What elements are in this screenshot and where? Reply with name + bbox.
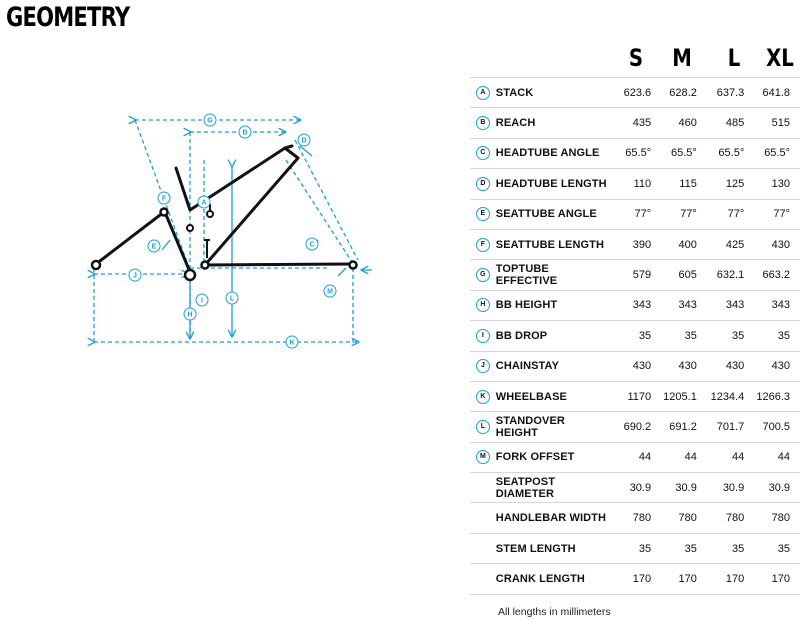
row-key-badge: L <box>476 420 490 434</box>
row-key-cell <box>470 473 496 503</box>
value-cell-xl: 35 <box>744 533 800 563</box>
value-cell-l: 701.7 <box>697 412 744 442</box>
row-label: SEATTUBE ANGLE <box>496 199 608 229</box>
value-cell-m: 605 <box>651 260 697 290</box>
value-cell-l: 1234.4 <box>697 381 744 411</box>
table-row <box>470 442 800 472</box>
value-cell-m: 400 <box>651 229 697 259</box>
svg-text:I: I <box>201 297 203 305</box>
row-label: STEM LENGTH <box>496 533 608 563</box>
table-row <box>470 108 800 138</box>
value-cell-l: 485 <box>697 108 744 138</box>
row-key-cell <box>470 564 496 594</box>
row-key-badge: I <box>476 329 490 343</box>
row-key-cell <box>470 229 496 259</box>
value-cell-l: 430 <box>697 351 744 381</box>
table-row <box>470 138 800 168</box>
value-cell-m: 170 <box>651 564 697 594</box>
row-label: STACK <box>496 78 608 108</box>
table-row <box>470 321 800 351</box>
footnote: All lengths in millimeters <box>498 606 611 618</box>
table-row <box>470 564 800 594</box>
value-cell-xl: 170 <box>744 564 800 594</box>
svg-text:B: B <box>242 129 248 137</box>
value-cell-s: 343 <box>608 290 651 320</box>
table-row <box>470 412 800 442</box>
value-cell-s: 44 <box>608 442 651 472</box>
diagram-badge-g <box>204 114 216 126</box>
diagram-badge-l <box>226 292 238 304</box>
row-label: HEADTUBE ANGLE <box>496 138 608 168</box>
value-cell-s: 35 <box>608 321 651 351</box>
row-label: SEATPOST DIAMETER <box>496 473 608 503</box>
diagram-badge-b <box>239 126 251 138</box>
value-cell-l: 35 <box>697 321 744 351</box>
svg-text:F: F <box>161 195 167 203</box>
row-key-badge: A <box>476 86 490 100</box>
svg-text:K: K <box>289 339 295 347</box>
row-label: TOPTUBE EFFECTIVE <box>496 260 608 290</box>
svg-text:H: H <box>187 311 193 319</box>
value-cell-m: 35 <box>651 533 697 563</box>
table-row <box>470 260 800 290</box>
value-cell-s: 65.5° <box>608 138 651 168</box>
value-cell-xl: 663.2 <box>744 260 800 290</box>
table-row <box>470 169 800 199</box>
value-cell-xl: 700.5 <box>744 412 800 442</box>
row-key-badge: G <box>476 268 490 282</box>
value-cell-l: 343 <box>697 290 744 320</box>
row-key-badge: E <box>476 207 490 221</box>
value-cell-xl: 35 <box>744 321 800 351</box>
row-key-badge: F <box>476 238 490 252</box>
row-key-cell <box>470 412 496 442</box>
diagram-badge-c <box>306 238 318 250</box>
value-cell-s: 690.2 <box>608 412 651 442</box>
diagram-badge-e <box>148 240 160 252</box>
row-key-cell <box>470 351 496 381</box>
row-key-cell <box>470 260 496 290</box>
table-row <box>470 533 800 563</box>
value-cell-s: 579 <box>608 260 651 290</box>
value-cell-xl: 515 <box>744 108 800 138</box>
row-label: HEADTUBE LENGTH <box>496 169 608 199</box>
row-key-badge: B <box>476 116 490 130</box>
row-key-cell <box>470 199 496 229</box>
table-row <box>470 503 800 533</box>
size-header-m: M <box>672 44 692 72</box>
row-label: BB HEIGHT <box>496 290 608 320</box>
value-cell-xl: 780 <box>744 503 800 533</box>
value-cell-l: 632.1 <box>697 260 744 290</box>
value-cell-m: 691.2 <box>651 412 697 442</box>
value-cell-s: 435 <box>608 108 651 138</box>
row-label: BB DROP <box>496 321 608 351</box>
value-cell-l: 30.9 <box>697 473 744 503</box>
value-cell-s: 430 <box>608 351 651 381</box>
row-key-cell <box>470 138 496 168</box>
row-key-badge: K <box>476 390 490 404</box>
diagram-badge-j <box>129 269 141 281</box>
size-header-l: L <box>727 44 741 72</box>
geometry-table <box>470 77 800 595</box>
row-key-badge: C <box>476 146 490 160</box>
diagram-badge-a <box>198 196 210 208</box>
svg-text:E: E <box>151 243 157 251</box>
row-key-cell <box>470 108 496 138</box>
value-cell-s: 30.9 <box>608 473 651 503</box>
value-cell-xl: 30.9 <box>744 473 800 503</box>
row-label: STANDOVER HEIGHT <box>496 412 608 442</box>
value-cell-l: 425 <box>697 229 744 259</box>
value-cell-xl: 343 <box>744 290 800 320</box>
value-cell-xl: 430 <box>744 229 800 259</box>
row-key-cell <box>470 321 496 351</box>
value-cell-m: 780 <box>651 503 697 533</box>
value-cell-l: 35 <box>697 533 744 563</box>
size-header-xl: XL <box>766 44 794 72</box>
value-cell-xl: 430 <box>744 351 800 381</box>
value-cell-m: 343 <box>651 290 697 320</box>
value-cell-s: 623.6 <box>608 78 651 108</box>
value-cell-xl: 44 <box>744 442 800 472</box>
table-row <box>470 351 800 381</box>
value-cell-xl: 65.5° <box>744 138 800 168</box>
value-cell-m: 77° <box>651 199 697 229</box>
diagram-badge-d <box>298 134 310 146</box>
value-cell-s: 170 <box>608 564 651 594</box>
row-label: CRANK LENGTH <box>496 564 608 594</box>
row-key-cell <box>470 442 496 472</box>
table-row <box>470 229 800 259</box>
value-cell-m: 430 <box>651 351 697 381</box>
value-cell-s: 390 <box>608 229 651 259</box>
value-cell-m: 115 <box>651 169 697 199</box>
value-cell-s: 77° <box>608 199 651 229</box>
value-cell-m: 1205.1 <box>651 381 697 411</box>
value-cell-s: 110 <box>608 169 651 199</box>
value-cell-s: 1170 <box>608 381 651 411</box>
row-key-badge: H <box>476 298 490 312</box>
row-key-badge: J <box>476 359 490 373</box>
row-key-badge: M <box>476 450 490 464</box>
svg-text:L: L <box>229 295 235 303</box>
diagram-badge-m <box>324 285 336 297</box>
svg-text:M: M <box>327 288 333 296</box>
value-cell-l: 780 <box>697 503 744 533</box>
value-cell-l: 125 <box>697 169 744 199</box>
value-cell-m: 628.2 <box>651 78 697 108</box>
svg-text:J: J <box>133 272 137 280</box>
row-key-cell <box>470 169 496 199</box>
row-key-cell <box>470 503 496 533</box>
svg-text:D: D <box>301 137 307 145</box>
row-key-cell <box>470 381 496 411</box>
row-key-cell <box>470 533 496 563</box>
row-label: HANDLEBAR WIDTH <box>496 503 608 533</box>
row-key-cell <box>470 290 496 320</box>
value-cell-l: 637.3 <box>697 78 744 108</box>
value-cell-m: 30.9 <box>651 473 697 503</box>
value-cell-l: 65.5° <box>697 138 744 168</box>
value-cell-xl: 1266.3 <box>744 381 800 411</box>
value-cell-m: 44 <box>651 442 697 472</box>
row-label: SEATTUBE LENGTH <box>496 229 608 259</box>
table-row <box>470 473 800 503</box>
value-cell-s: 780 <box>608 503 651 533</box>
table-row <box>470 290 800 320</box>
svg-text:C: C <box>309 241 315 249</box>
value-cell-l: 170 <box>697 564 744 594</box>
size-header-s: S <box>628 44 644 72</box>
row-label: FORK OFFSET <box>496 442 608 472</box>
table-row <box>470 78 800 108</box>
value-cell-xl: 77° <box>744 199 800 229</box>
diagram-badge-i <box>196 294 208 306</box>
value-cell-xl: 641.8 <box>744 78 800 108</box>
value-cell-xl: 130 <box>744 169 800 199</box>
diagram-badge-f <box>158 192 170 204</box>
row-label: WHEELBASE <box>496 381 608 411</box>
row-key-cell <box>470 78 496 108</box>
value-cell-s: 35 <box>608 533 651 563</box>
table-row <box>470 199 800 229</box>
value-cell-l: 44 <box>697 442 744 472</box>
row-key-badge: D <box>476 177 490 191</box>
value-cell-l: 77° <box>697 199 744 229</box>
row-label: REACH <box>496 108 608 138</box>
svg-text:A: A <box>201 199 207 207</box>
value-cell-m: 35 <box>651 321 697 351</box>
diagram-badge-h <box>184 308 196 320</box>
diagram-badge-k <box>286 336 298 348</box>
table-row <box>470 381 800 411</box>
value-cell-m: 460 <box>651 108 697 138</box>
row-label: CHAINSTAY <box>496 351 608 381</box>
geometry-diagram <box>80 100 380 350</box>
svg-text:G: G <box>207 117 213 125</box>
value-cell-m: 65.5° <box>651 138 697 168</box>
page-title: GEOMETRY <box>6 2 130 33</box>
